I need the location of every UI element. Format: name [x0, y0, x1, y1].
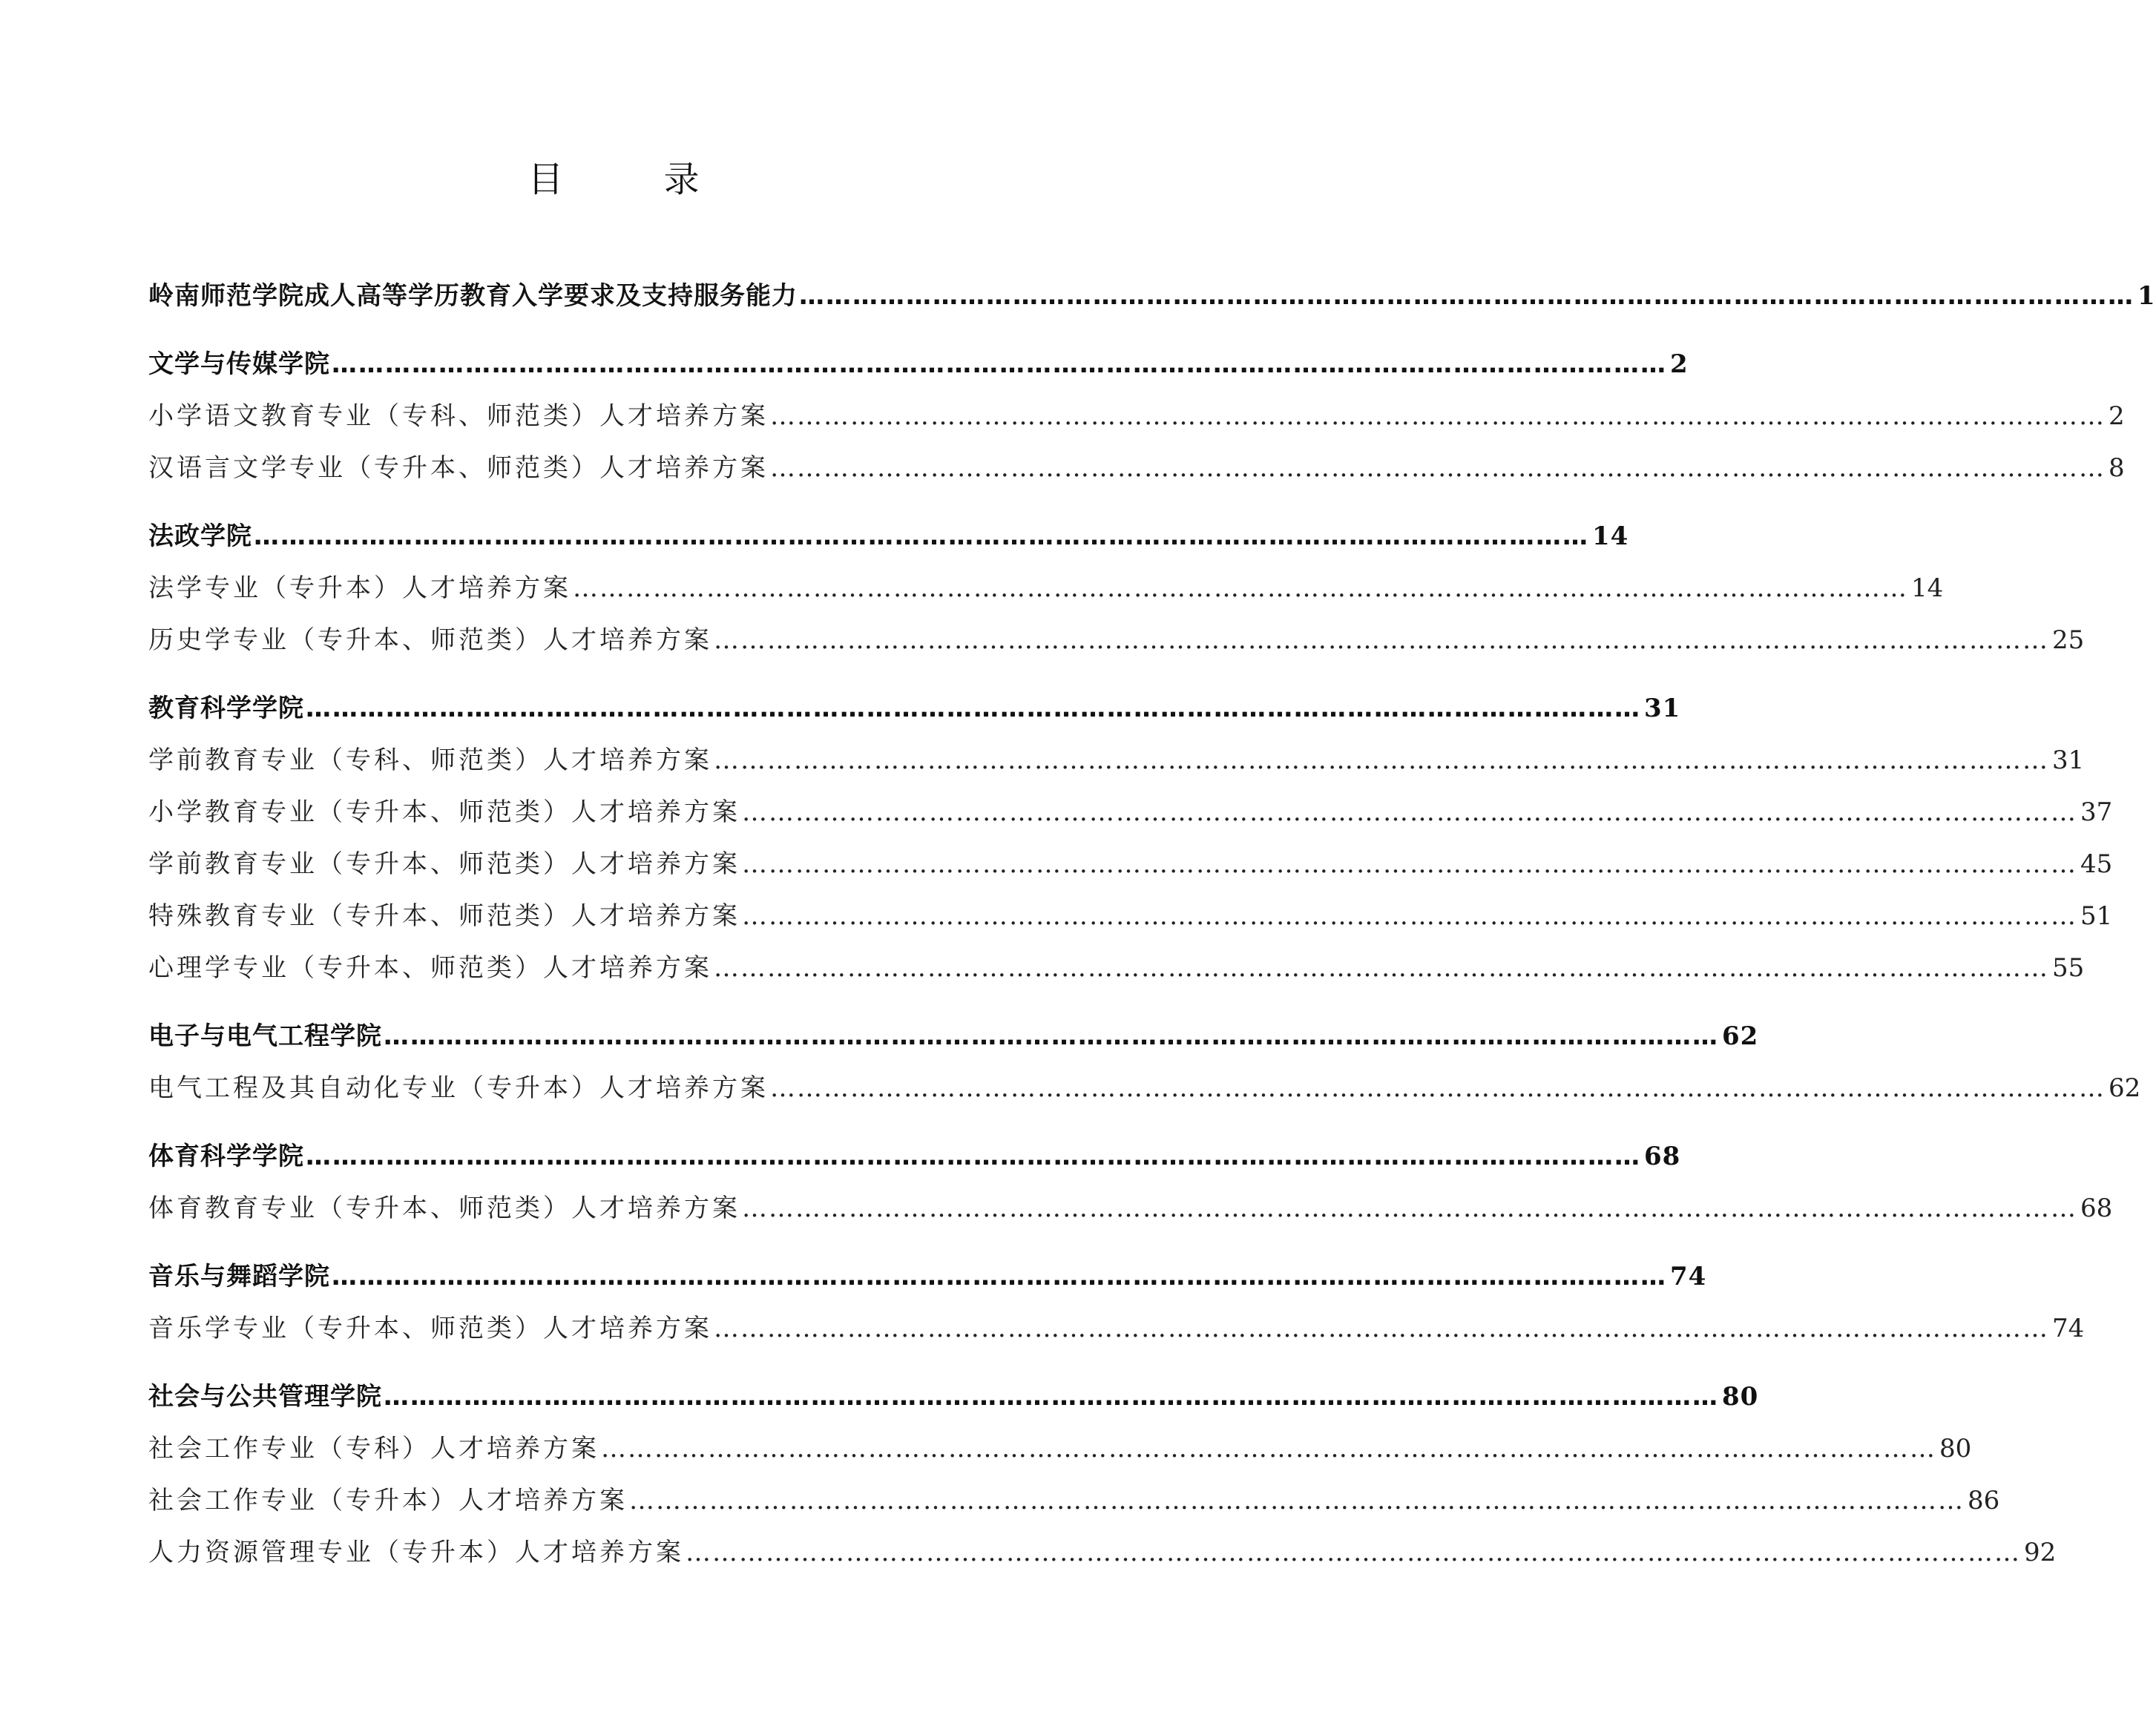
toc-line-program[interactable] — [148, 1532, 2057, 1568]
toc-page-number: 8 — [2109, 453, 2125, 483]
toc-label: 学前教育专业（专升本、师范类）人才培养方案 — [148, 849, 740, 879]
toc-page-number: 2 — [1670, 349, 1689, 379]
toc-label: 岭南师范学院成人高等学历教育入学要求及支持服务能力 — [148, 281, 798, 311]
dot-leader: …………………………………………………………………………………………………………………………………… — [601, 1434, 1936, 1464]
dot-leader: …………………………………………………………………………………………………………………………………… — [384, 1021, 1719, 1051]
toc-page-number: 62 — [2109, 1073, 2141, 1103]
toc-line-program[interactable] — [148, 895, 2113, 932]
toc-page-number: 37 — [2080, 797, 2113, 827]
toc-label: 文学与传媒学院 — [148, 349, 330, 379]
toc-page-number: 14 — [1592, 521, 1629, 551]
toc-label: 学前教育专业（专科、师范类）人才培养方案 — [148, 745, 712, 775]
dot-leader: …………………………………………………………………………………………………………………………………… — [254, 521, 1589, 551]
toc-line-college-education[interactable] — [148, 688, 1681, 724]
toc-page-number: 92 — [2024, 1538, 2057, 1567]
toc-page-number: 74 — [1670, 1262, 1707, 1291]
dot-leader: …………………………………………………………………………………………………………………………………… — [686, 1538, 2021, 1567]
toc-line-college-social[interactable] — [148, 1376, 1759, 1412]
dot-leader: …………………………………………………………………………………………………………………………………… — [799, 281, 2134, 311]
toc-line-program[interactable] — [148, 843, 2113, 880]
toc-line-program[interactable] — [148, 567, 1944, 604]
toc-label: 小学语文教育专业（专科、师范类）人才培养方案 — [148, 401, 769, 431]
toc-line-program[interactable] — [148, 619, 2085, 656]
page-title: 目 录 — [528, 159, 744, 200]
toc-label: 特殊教育专业（专升本、师范类）人才培养方案 — [148, 901, 740, 931]
toc-line-college-law[interactable] — [148, 516, 1629, 552]
toc-label: 小学教育专业（专升本、师范类）人才培养方案 — [148, 797, 740, 827]
toc-page-number: 31 — [1644, 694, 1681, 723]
toc-line-program[interactable] — [148, 947, 2085, 984]
toc-page-number: 55 — [2052, 953, 2085, 983]
toc-line-college-literature[interactable] — [148, 343, 1689, 380]
dot-leader: …………………………………………………………………………………………………………………………………… — [770, 401, 2106, 431]
dot-leader: …………………………………………………………………………………………………………………………………… — [714, 1314, 2049, 1343]
toc-label: 人力资源管理专业（专升本）人才培养方案 — [148, 1538, 684, 1567]
dot-leader: …………………………………………………………………………………………………………………………………… — [384, 1382, 1719, 1412]
dot-leader: …………………………………………………………………………………………………………………………………… — [742, 849, 2077, 879]
toc-line-program[interactable] — [148, 447, 2125, 484]
dot-leader: …………………………………………………………………………………………………………………………………… — [332, 1262, 1667, 1291]
dot-leader: …………………………………………………………………………………………………………………………………… — [742, 797, 2077, 827]
toc-page-number: 62 — [1722, 1021, 1759, 1051]
dot-leader: …………………………………………………………………………………………………………………………………… — [306, 1142, 1641, 1171]
toc-page-number: 80 — [1939, 1434, 1972, 1464]
toc-label: 社会工作专业（专科）人才培养方案 — [148, 1434, 599, 1464]
dot-leader: …………………………………………………………………………………………………………………………………… — [770, 453, 2106, 483]
toc-label: 汉语言文学专业（专升本、师范类）人才培养方案 — [148, 453, 769, 483]
toc-line-program[interactable] — [148, 791, 2113, 828]
toc-page-number: 86 — [1968, 1486, 2000, 1515]
toc-label: 电子与电气工程学院 — [148, 1021, 382, 1051]
toc-page-number: 45 — [2080, 849, 2113, 879]
toc-label: 心理学专业（专升本、师范类）人才培养方案 — [148, 953, 712, 983]
dot-leader: …………………………………………………………………………………………………………………………………… — [742, 1194, 2077, 1223]
dot-leader: …………………………………………………………………………………………………………………………………… — [306, 694, 1641, 723]
toc-label: 电气工程及其自动化专业（专升本）人才培养方案 — [148, 1073, 769, 1103]
toc-label: 体育教育专业（专升本、师范类）人才培养方案 — [148, 1194, 740, 1223]
dot-leader: …………………………………………………………………………………………………………………………………… — [714, 745, 2049, 775]
toc-line-program[interactable] — [148, 1428, 1972, 1464]
toc-page-number: 1 — [2137, 281, 2156, 311]
toc-line-program[interactable] — [148, 740, 2085, 776]
toc-line-program[interactable] — [148, 1188, 2113, 1224]
toc-page-number: 14 — [1911, 573, 1944, 603]
toc-line-college-music[interactable] — [148, 1256, 1707, 1292]
dot-leader: …………………………………………………………………………………………………………………………………… — [714, 953, 2049, 983]
toc-page-number: 31 — [2052, 745, 2085, 775]
toc-page-number: 80 — [1722, 1382, 1759, 1412]
toc-line-program[interactable] — [148, 1480, 2000, 1516]
toc-label: 体育科学学院 — [148, 1142, 304, 1171]
toc-page-number: 68 — [1644, 1142, 1681, 1171]
toc-page-number: 74 — [2052, 1314, 2085, 1343]
toc-line-program[interactable] — [148, 1308, 2085, 1344]
toc-line-college-electrical[interactable] — [148, 1015, 1759, 1052]
toc-page-number: 25 — [2052, 625, 2085, 655]
dot-leader: …………………………………………………………………………………………………………………………………… — [742, 901, 2077, 931]
toc-label: 社会工作专业（专升本）人才培养方案 — [148, 1486, 628, 1515]
toc-page-number: 68 — [2080, 1194, 2113, 1223]
toc-label: 音乐学专业（专升本、师范类）人才培养方案 — [148, 1314, 712, 1343]
toc-label: 法政学院 — [148, 521, 252, 551]
dot-leader: …………………………………………………………………………………………………………………………………… — [573, 573, 1908, 603]
toc-page-number: 51 — [2080, 901, 2113, 931]
toc-label: 社会与公共管理学院 — [148, 1382, 382, 1412]
toc-label: 音乐与舞蹈学院 — [148, 1262, 330, 1291]
dot-leader: …………………………………………………………………………………………………………………………………… — [714, 625, 2049, 655]
toc-page-number: 2 — [2109, 401, 2125, 431]
toc-label: 教育科学学院 — [148, 694, 304, 723]
dot-leader: …………………………………………………………………………………………………………………………………… — [629, 1486, 1965, 1515]
toc-line-program[interactable] — [148, 1067, 2141, 1104]
toc-label: 法学专业（专升本）人才培养方案 — [148, 573, 571, 603]
toc-label: 历史学专业（专升本、师范类）人才培养方案 — [148, 625, 712, 655]
dot-leader: …………………………………………………………………………………………………………………………………… — [332, 349, 1667, 379]
toc-line-program[interactable] — [148, 395, 2125, 432]
toc-line-college-sports[interactable] — [148, 1136, 1681, 1172]
dot-leader: …………………………………………………………………………………………………………………………………… — [770, 1073, 2106, 1103]
toc-line-college-intro[interactable] — [148, 275, 2156, 312]
